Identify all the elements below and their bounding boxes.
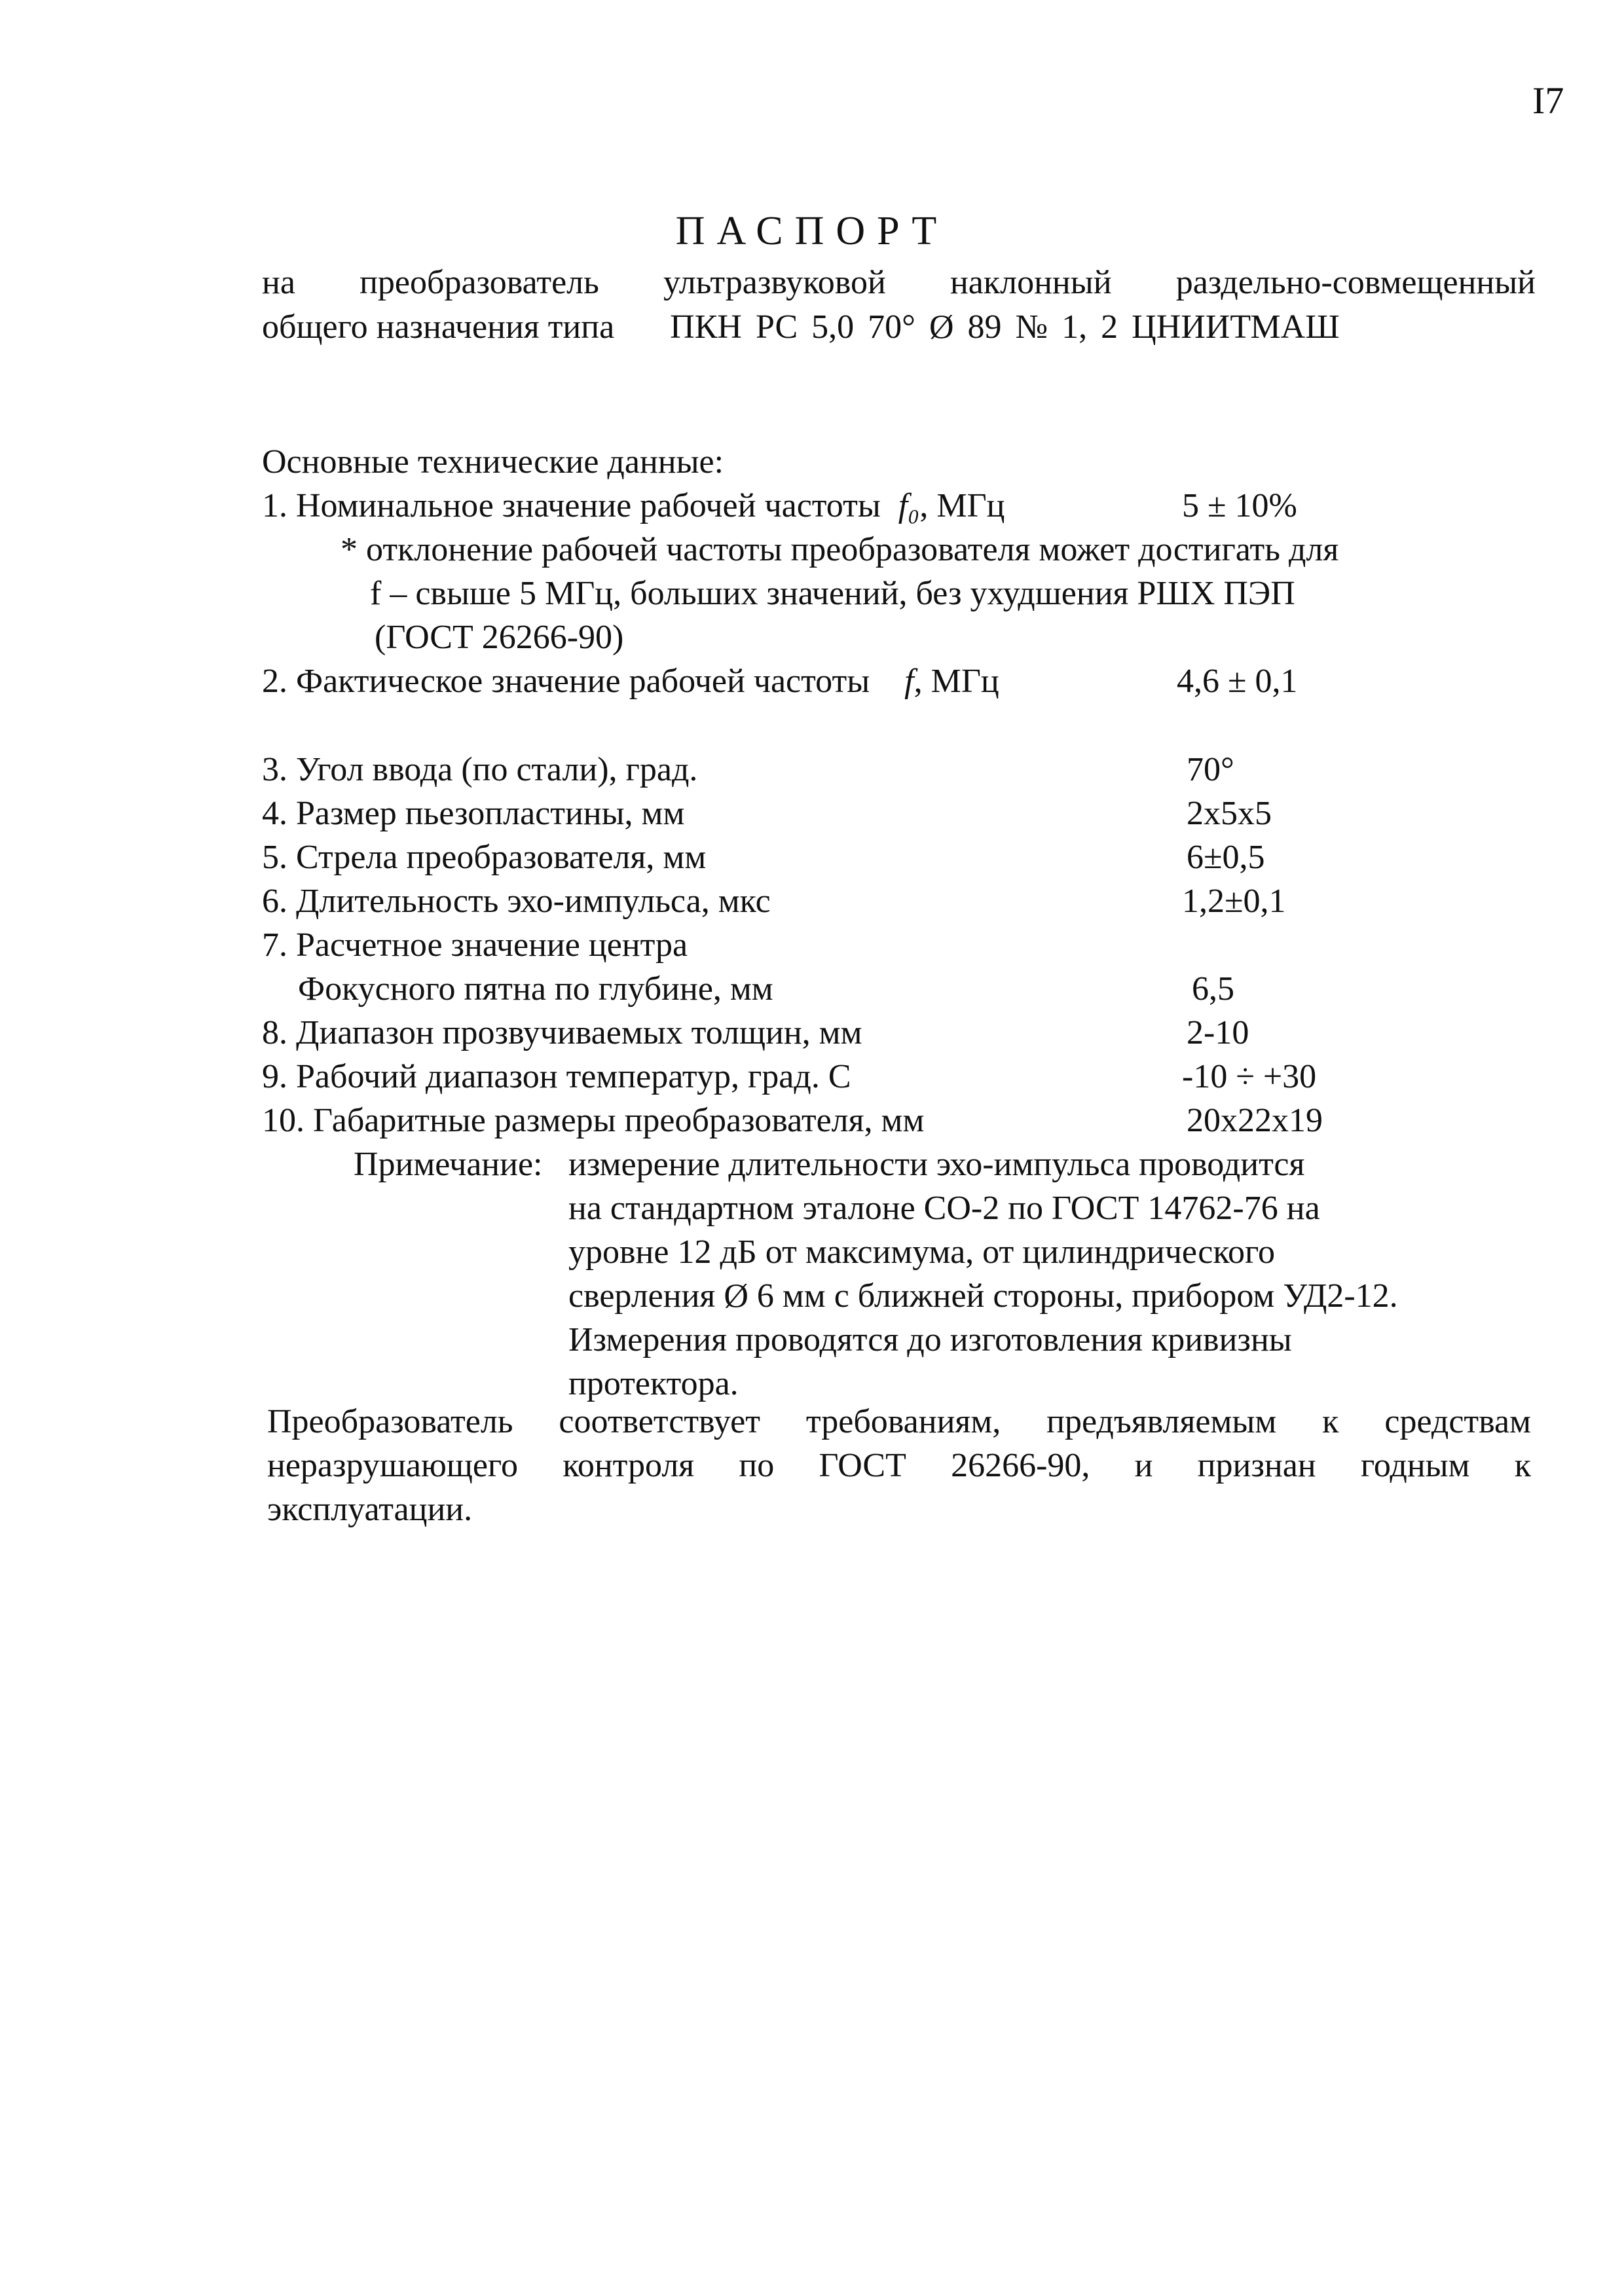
note-line-6: протектора. bbox=[568, 1365, 739, 1402]
spec-item-1-unit: , МГц bbox=[919, 487, 1005, 524]
note-line-3: уровне 12 дБ от максимума, от цилиндрического bbox=[568, 1233, 1276, 1271]
conclusion-paragraph bbox=[267, 1400, 1531, 1531]
spec-item-5-value: 6±0,5 bbox=[1187, 839, 1265, 876]
spec-item-1-value: 5 ± 10% bbox=[1182, 487, 1297, 524]
transducer-model: ПКН РС 5,0 70° Ø 89 № 1, 2 ЦНИИТМАШ bbox=[670, 308, 1340, 346]
spec-item-2-symbol: f bbox=[904, 663, 914, 700]
page-number: I7 bbox=[1532, 79, 1564, 122]
spec-item-4-value: 2х5х5 bbox=[1187, 795, 1272, 832]
spec-item-1-note-line3: (ГОСТ 26266-90) bbox=[375, 619, 624, 656]
spec-item-1-label: 1. Номинальное значение рабочей частоты f₀, МГц bbox=[262, 487, 1005, 524]
document-title: ПАСПОРТ bbox=[675, 209, 949, 253]
spec-item-1-symbol: f₀ bbox=[898, 487, 920, 524]
spec-item-7-value: 6,5 bbox=[1192, 970, 1234, 1008]
spec-item-6-value: 1,2±0,1 bbox=[1182, 883, 1286, 920]
spec-item-5-label: 5. Стрела преобразователя, мм bbox=[262, 839, 707, 876]
subtitle-prefix: общего назначения типа bbox=[262, 308, 615, 346]
note-label: Примечание: bbox=[354, 1146, 543, 1183]
specs-heading: Основные технические данные: bbox=[262, 443, 724, 481]
conclusion-line-3: эксплуатации. bbox=[267, 1491, 473, 1528]
spec-item-8-value: 2-10 bbox=[1187, 1014, 1249, 1051]
note-line-5: Измерения проводятся до изготовления кривизны bbox=[568, 1321, 1292, 1358]
note-line-1: измерение длительности эхо-импульса проводится bbox=[568, 1146, 1305, 1183]
conclusion-line-1: Преобразователь соответствует требованиям, предъявляемым к средствам bbox=[267, 1403, 1531, 1440]
spec-item-1-note-line2: f – свыше 5 МГц, больших значений, без ухудшения РШХ ПЭП bbox=[370, 575, 1295, 612]
spec-item-4-label: 4. Размер пьезопластины, мм bbox=[262, 795, 685, 832]
note-line-2: на стандартном эталоне СО-2 по ГОСТ 14762-76 на bbox=[568, 1190, 1320, 1227]
document-subtitle-line1: на преобразователь ультразвуковой наклонный раздельно-совмещенный bbox=[262, 264, 1536, 301]
spec-item-7-label: 7. Расчетное значение центра bbox=[262, 926, 688, 964]
conclusion-line-2: неразрушающего контроля по ГОСТ 26266-90, и признан годным к bbox=[267, 1447, 1531, 1484]
spec-item-8-label: 8. Диапазон прозвучиваемых толщин, мм bbox=[262, 1014, 862, 1051]
spec-item-7-label-line2: Фокусного пятна по глубине, мм bbox=[298, 970, 773, 1008]
spec-item-2-unit: , МГц bbox=[913, 663, 999, 700]
spec-item-1-note-line1: * отклонение рабочей частоты преобразователя может достигать для bbox=[341, 531, 1339, 568]
spec-item-10-label: 10. Габаритные размеры преобразователя, мм bbox=[262, 1102, 925, 1139]
spec-item-3-value: 70° bbox=[1187, 751, 1234, 788]
spec-item-9-value: -10 ÷ +30 bbox=[1182, 1058, 1317, 1095]
spec-item-2-label: 2. Фактическое значение рабочей частоты f, МГц bbox=[262, 663, 999, 700]
spec-item-2-value: 4,6 ± 0,1 bbox=[1177, 663, 1298, 700]
spec-item-10-value: 20х22х19 bbox=[1187, 1102, 1323, 1139]
spec-item-9-label: 9. Рабочий диапазон температур, град. С bbox=[262, 1058, 851, 1095]
document-subtitle-line2 bbox=[262, 308, 1340, 346]
note-line-4: сверления Ø 6 мм с ближней стороны, прибором УД2-12. bbox=[568, 1277, 1398, 1315]
spec-item-3-label: 3. Угол ввода (по стали), град. bbox=[262, 751, 698, 788]
spec-item-6-label: 6. Длительность эхо-импульса, мкс bbox=[262, 883, 771, 920]
